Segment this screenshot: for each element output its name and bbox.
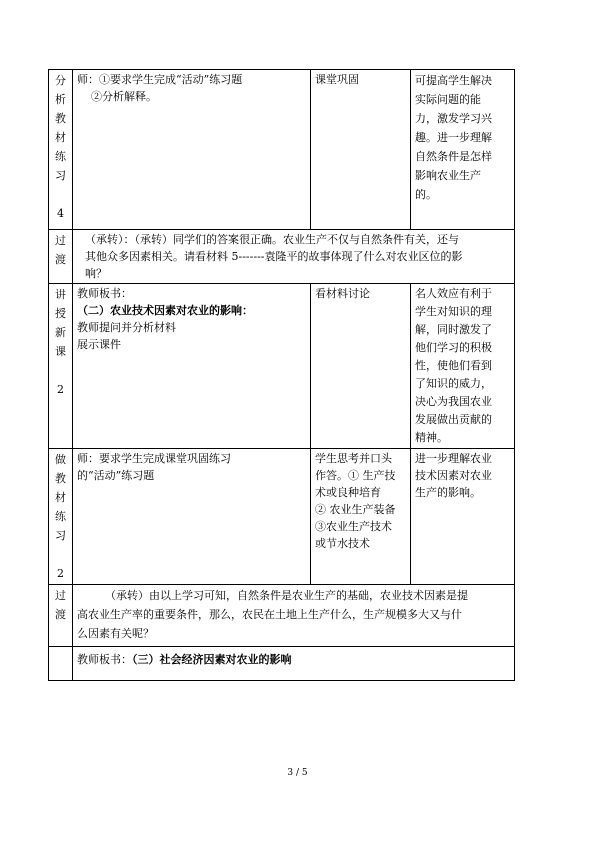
teacher-activity-cell xyxy=(73,449,311,585)
teacher-activity-cell xyxy=(73,70,311,230)
text-line: 高农业生产率的重要条件，那么，农民在土地上生产什么，生产规模多大又与什 xyxy=(77,608,462,621)
page-number: 3 / 5 xyxy=(287,768,308,778)
table-row xyxy=(49,230,515,284)
text-line: 教师提问并分析材料 xyxy=(77,321,176,334)
student-activity-cell xyxy=(311,70,411,230)
design-intent-cell: 名人效应有利于 学生对知识的理 解，同时激发了 他们学习的积极 性，使他们看到 了知识的威力， 决心为我国农业 发展做出贡献的 精神。 xyxy=(411,284,515,449)
text-line: （承转）：（承转）同学们的答案很正确。农业生产不仅与自然条件有关，还与 xyxy=(85,233,459,246)
table-row xyxy=(49,449,515,585)
lesson-plan-table xyxy=(48,69,515,681)
board-heading: （二）农业技术因素对农业的影响： xyxy=(77,304,253,317)
text-line: 的“活动”练习题 xyxy=(77,469,155,482)
transition-cell xyxy=(73,230,515,284)
table-row xyxy=(49,647,515,681)
row-label-cell: 过 渡 xyxy=(49,585,73,647)
design-intent-cell: 进一步理解农业 技术因素对农业 生产的影响。 xyxy=(411,449,515,585)
text-line: （承转）由以上学习可知，自然条件是农业生产的基础，农业技术因素是提 xyxy=(105,589,468,602)
transition-cell xyxy=(73,585,515,647)
row-label-cell: 分 析 教 材 练 习 4 xyxy=(49,70,73,230)
table-row xyxy=(49,70,515,230)
board-heading: （三）社会经济因素对农业的影响 xyxy=(132,653,292,666)
text-line: 课堂巩固 xyxy=(315,73,359,86)
text-line: 其他众多因素相关。请看材料 5-------袁隆平的故事体现了什么对农业区位的影 xyxy=(85,250,463,263)
row-label-cell xyxy=(49,647,73,681)
text-line: 师：①要求学生完成“活动”练习题 xyxy=(77,73,243,86)
teacher-activity-cell xyxy=(73,284,311,449)
text-line: 么因素有关呢？ xyxy=(77,627,154,640)
board-cell xyxy=(73,647,515,681)
student-activity-cell xyxy=(311,284,411,449)
text-line: 响？ xyxy=(85,267,107,280)
row-label-cell: 讲 授 新 课 2 xyxy=(49,284,73,449)
row-label-cell: 做 教 材 练 习 2 xyxy=(49,449,73,585)
text-line: 展示课件 xyxy=(77,338,121,351)
text-line: ②分析解释。 xyxy=(91,90,157,103)
table-row xyxy=(49,585,515,647)
board-title: 教师板书： xyxy=(77,287,132,300)
text-line: 师：要求学生完成课堂巩固练习 xyxy=(77,452,231,465)
student-activity-cell: 学生思考并口头 作答。① 生产技 术或良种培育 ② 农业生产装备 ③农业生产技术 或节水技术 xyxy=(311,449,411,585)
table-row xyxy=(49,284,515,449)
board-title: 教师板书： xyxy=(77,653,132,666)
row-label-cell: 过 渡 xyxy=(49,230,73,284)
design-intent-cell: 可提高学生解决 实际问题的能 力，激发学习兴 趣。进一步理解 自然条件是怎样 影响农业生产 的。 xyxy=(411,70,515,230)
text-line: 看材料讨论 xyxy=(315,287,370,300)
